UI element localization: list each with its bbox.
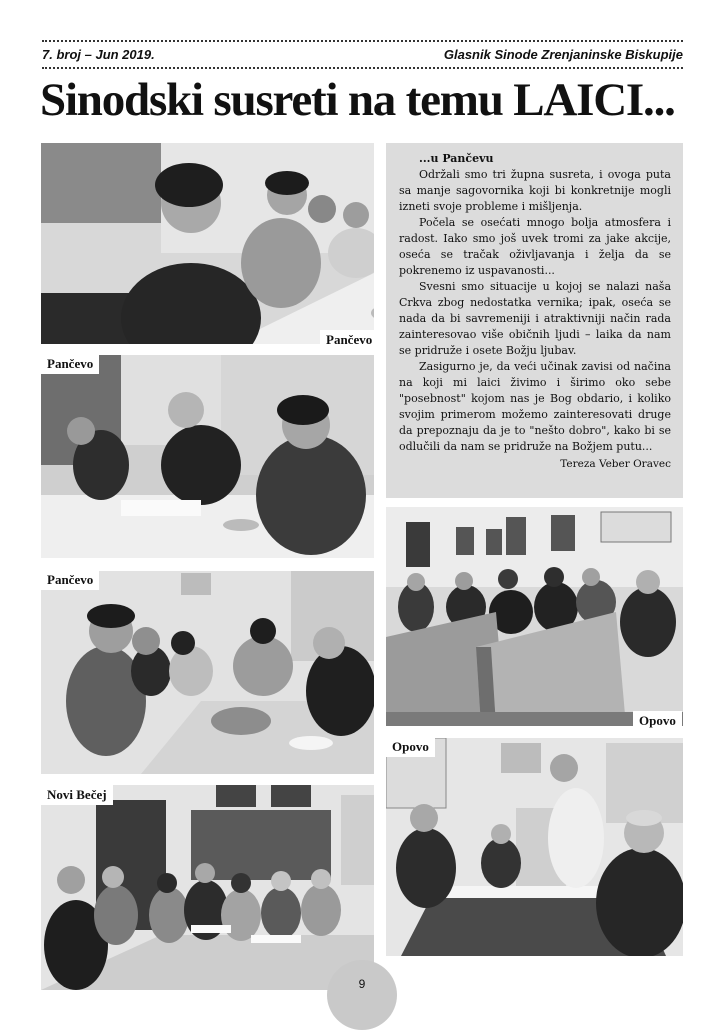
issue-label: 7. broj – Jun 2019. xyxy=(42,47,155,62)
photo-opovo-church xyxy=(386,507,683,726)
photo-pancevo-2 xyxy=(41,355,374,558)
photo-opovo-table xyxy=(386,738,683,956)
article-lead: ...u Pančevu xyxy=(419,152,494,165)
article-author: Tereza Veber Oravec xyxy=(560,458,671,470)
article-paragraph: Zasigurno je, da veći učinak zavisi od načina na koji mi laici živimo i širimo oko sebe "posebnost" kojom nas je Bog obdario, i koliko svojim primerom možemo zainteresovati druge da prepoznaju da je to "nešto dobro", kako bi se odlučili da nam se pridruže na Božjem putu... xyxy=(399,360,671,453)
article-paragraph: Počela se osećati mnogo bolja atmosfera i radost. Iako smo još uvek tromi za jake akcije, oseća se tračak oživljavanja i želja da se pokrenemo iz uspavanosti... xyxy=(399,216,671,277)
caption-photo-2: Pančevo xyxy=(41,354,99,374)
photo-novi-becej xyxy=(41,785,374,990)
article-textbox xyxy=(386,143,683,498)
caption-photo-4: Novi Bečej xyxy=(41,785,113,805)
caption-photo-3: Pančevo xyxy=(41,570,99,590)
article-paragraph: Svesni smo situacije u kojoj se nalazi naša Crkva zbog nedostatka vernika; ipak, oseća se nada da bi savremeniji i atraktivniji način rada zainteresovao više običnih ljudi – laika da nam se pridruže i osete Božju ljubav. xyxy=(399,280,671,357)
header-rule-bottom xyxy=(42,67,683,69)
caption-photo-6: Opovo xyxy=(386,737,435,757)
publication-name: Glasnik Sinode Zrenjaninske Biskupije xyxy=(443,47,683,62)
caption-photo-5: Opovo xyxy=(633,711,682,731)
header-rule-top xyxy=(42,40,683,42)
photo-pancevo-3 xyxy=(41,571,374,774)
page-title: Sinodski susreti na temu LAICI... xyxy=(40,74,675,126)
caption-photo-1: Pančevo xyxy=(320,330,378,350)
page-number: 9 xyxy=(327,960,397,1030)
photo-pancevo-1 xyxy=(41,143,374,344)
article-paragraph: Održali smo tri župna susreta, i ovoga puta sa manje sagovornika koji bi konkretnije mogli izneti svoje probleme i mišljenja. xyxy=(399,168,671,213)
